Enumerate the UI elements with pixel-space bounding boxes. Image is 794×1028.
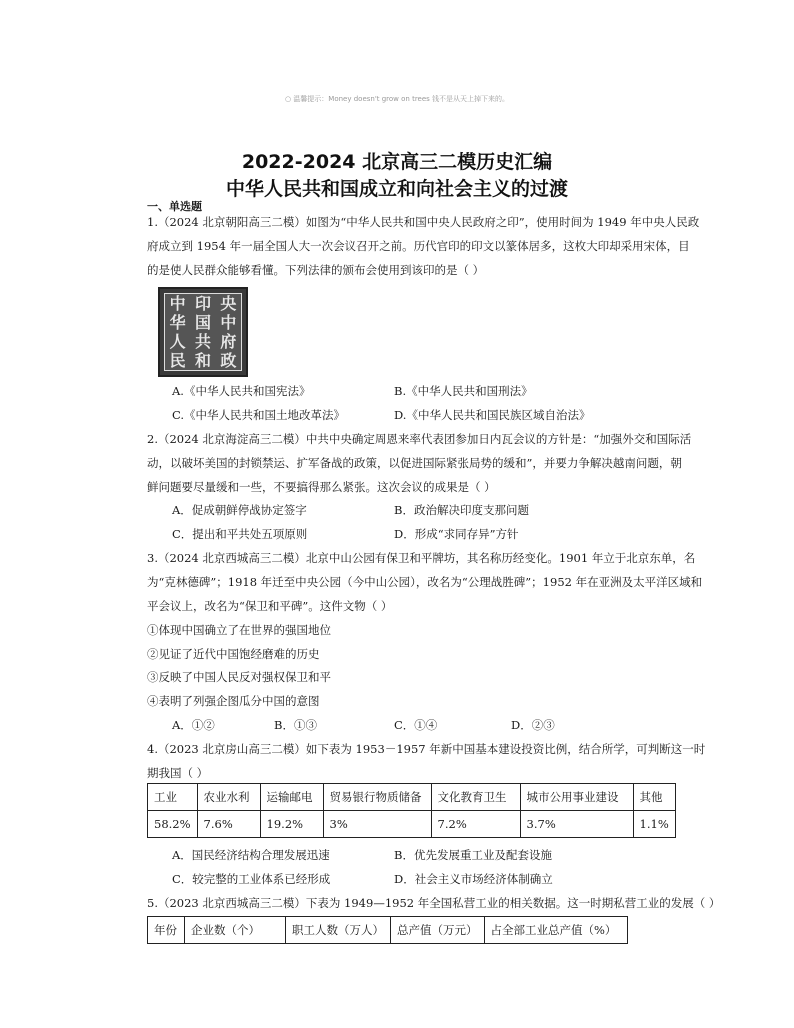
q3-line-1: 3.（2024 北京西城高三二模）北京中山公园有保卫和平牌坊，其名称历经变化。1901 年立于北京东单，名: [147, 551, 696, 565]
table-cell: 3.7%: [520, 811, 633, 838]
table-cell: 1.1%: [633, 811, 675, 838]
seal-char: 政: [220, 350, 237, 370]
q3-option-d[interactable]: D．②③: [511, 718, 555, 732]
q1-line-3: 的是使人民群众能够看懂。下列法律的颁布会使用到该印的是（ ）: [147, 263, 485, 277]
table-header-cell: 占全部工业总产值（%）: [484, 917, 627, 944]
table-header-cell: 城市公用事业建设: [520, 784, 633, 811]
seal-char: 国: [194, 312, 211, 332]
q4-option-a[interactable]: A．国民经济结构合理发展迅速: [172, 848, 330, 862]
table-cell: 7.6%: [197, 811, 260, 838]
table-header-row: [148, 784, 676, 811]
table-header-cell: 其他: [633, 784, 675, 811]
q3-option-b[interactable]: B．①③: [274, 718, 317, 732]
q1-option-c[interactable]: C.《中华人民共和国土地改革法》: [172, 408, 346, 422]
q2-line-1: 2.（2024 北京海淀高三二模）中共中央确定周恩来率代表团参加日内瓦会议的方针是：“加强外交和国际活: [147, 432, 692, 446]
table-cell: 19.2%: [260, 811, 323, 838]
q1-option-a[interactable]: A.《中华人民共和国宪法》: [172, 384, 311, 398]
table-header-row: [148, 917, 628, 944]
seal-char: 民: [169, 350, 186, 370]
seal-char: 和: [194, 350, 211, 370]
q3-item-2: ②见证了近代中国饱经磨难的历史: [147, 647, 320, 661]
q2-line-2: 动，以破坏美国的封锁禁运、扩军备战的政策，以促进国际紧张局势的缓和”，并要力争解决越南问题，朝: [147, 456, 682, 470]
table-header-cell: 文化教育卫生: [431, 784, 520, 811]
investment-table: [147, 783, 676, 838]
table-cell: 7.2%: [431, 811, 520, 838]
q1-option-b[interactable]: B.《中华人民共和国刑法》: [394, 384, 533, 398]
seal-char: 中: [169, 293, 186, 313]
q2-option-b[interactable]: B．政治解决印度支那问题: [394, 503, 529, 517]
seal-char: 府: [220, 331, 237, 351]
table-header-cell: 农业水利: [197, 784, 260, 811]
table-cell: 3%: [323, 811, 431, 838]
q4-option-c[interactable]: C．较完整的工业体系已经形成: [172, 872, 331, 886]
q3-option-c[interactable]: C．①④: [394, 718, 438, 732]
seal-image: [158, 287, 248, 377]
q2-option-d[interactable]: D．形成“求同存异”方针: [394, 527, 519, 541]
seal-char: 中: [220, 312, 237, 332]
q2-option-c[interactable]: C．提出和平共处五项原则: [172, 527, 308, 541]
q3-item-1: ①体现中国确立了在世界的强国地位: [147, 623, 331, 637]
q1-option-d[interactable]: D.《中华人民共和国民族区域自治法》: [394, 408, 591, 422]
q3-item-3: ③反映了中国人民反对强权保卫和平: [147, 670, 331, 684]
q3-line-2: 为“克林德碑”；1918 年迁至中央公园（今中山公园），改名为“公理战胜碑”；1952 年在亚洲及太平洋区域和: [147, 575, 703, 589]
section-heading: 一、单选题: [147, 200, 202, 213]
q4-line-1: 4.（2023 北京房山高三二模）如下表为 1953－1957 年新中国基本建设投资比例，结合所学，可判断这一时: [147, 742, 706, 756]
seal-char: 华: [169, 312, 186, 332]
table-cell: 58.2%: [148, 811, 198, 838]
seal-char: 共: [194, 331, 211, 351]
q4-line-2: 期我国（ ）: [147, 766, 209, 780]
document-subtitle: 中华人民共和国成立和向社会主义的过渡: [225, 178, 568, 200]
seal-char: 印: [194, 293, 211, 313]
watermark: ○ 温馨提示：Money doesn't grow on trees 钱不是从天上掉下来的。: [284, 95, 510, 103]
table-header-cell: 企业数（个）: [185, 917, 286, 944]
q1-line-1: 1.（2024 北京朝阳高三二模）如图为“中华人民共和国中央人民政府之印”，使用时间为 1949 年中央人民政: [147, 215, 700, 229]
table-header-cell: 工业: [148, 784, 198, 811]
document-title: 2022-2024 北京高三二模历史汇编: [241, 151, 553, 173]
table-header-cell: 贸易银行物质储备: [323, 784, 431, 811]
q4-option-d[interactable]: D．社会主义市场经济体制确立: [394, 872, 553, 886]
seal-char: 央: [220, 293, 237, 313]
table-header-cell: 职工人数（万人）: [286, 917, 391, 944]
q4-option-b[interactable]: B．优先发展重工业及配套设施: [394, 848, 552, 862]
q2-option-a[interactable]: A．促成朝鲜停战协定签字: [172, 503, 307, 517]
q3-option-a[interactable]: A．①②: [172, 718, 215, 732]
q2-line-3: 鲜问题要尽量缓和一些，不要搞得那么紧张。这次会议的成果是（ ）: [147, 480, 496, 494]
q1-line-2: 府成立到 1954 年一届全国人大一次会议召开之前。历代官印的印文以篆体居多，这枚大印却采用宋体，目: [147, 239, 690, 253]
q5-line-1: 5.（2023 北京西城高三二模）下表为 1949—1952 年全国私营工业的相关数据。这一时期私营工业的发展（ ）: [147, 896, 721, 910]
seal-char: 人: [169, 331, 186, 351]
table-header-cell: 年份: [148, 917, 185, 944]
table-row: [148, 811, 676, 838]
table-header-cell: 总产值（万元）: [391, 917, 485, 944]
q3-line-3: 平会议上，改名为“保卫和平碑”。这件文物（ ）: [147, 599, 393, 613]
q3-item-4: ④表明了列强企图瓜分中国的意图: [147, 694, 320, 708]
private-industry-table: [147, 916, 628, 944]
table-header-cell: 运输邮电: [260, 784, 323, 811]
